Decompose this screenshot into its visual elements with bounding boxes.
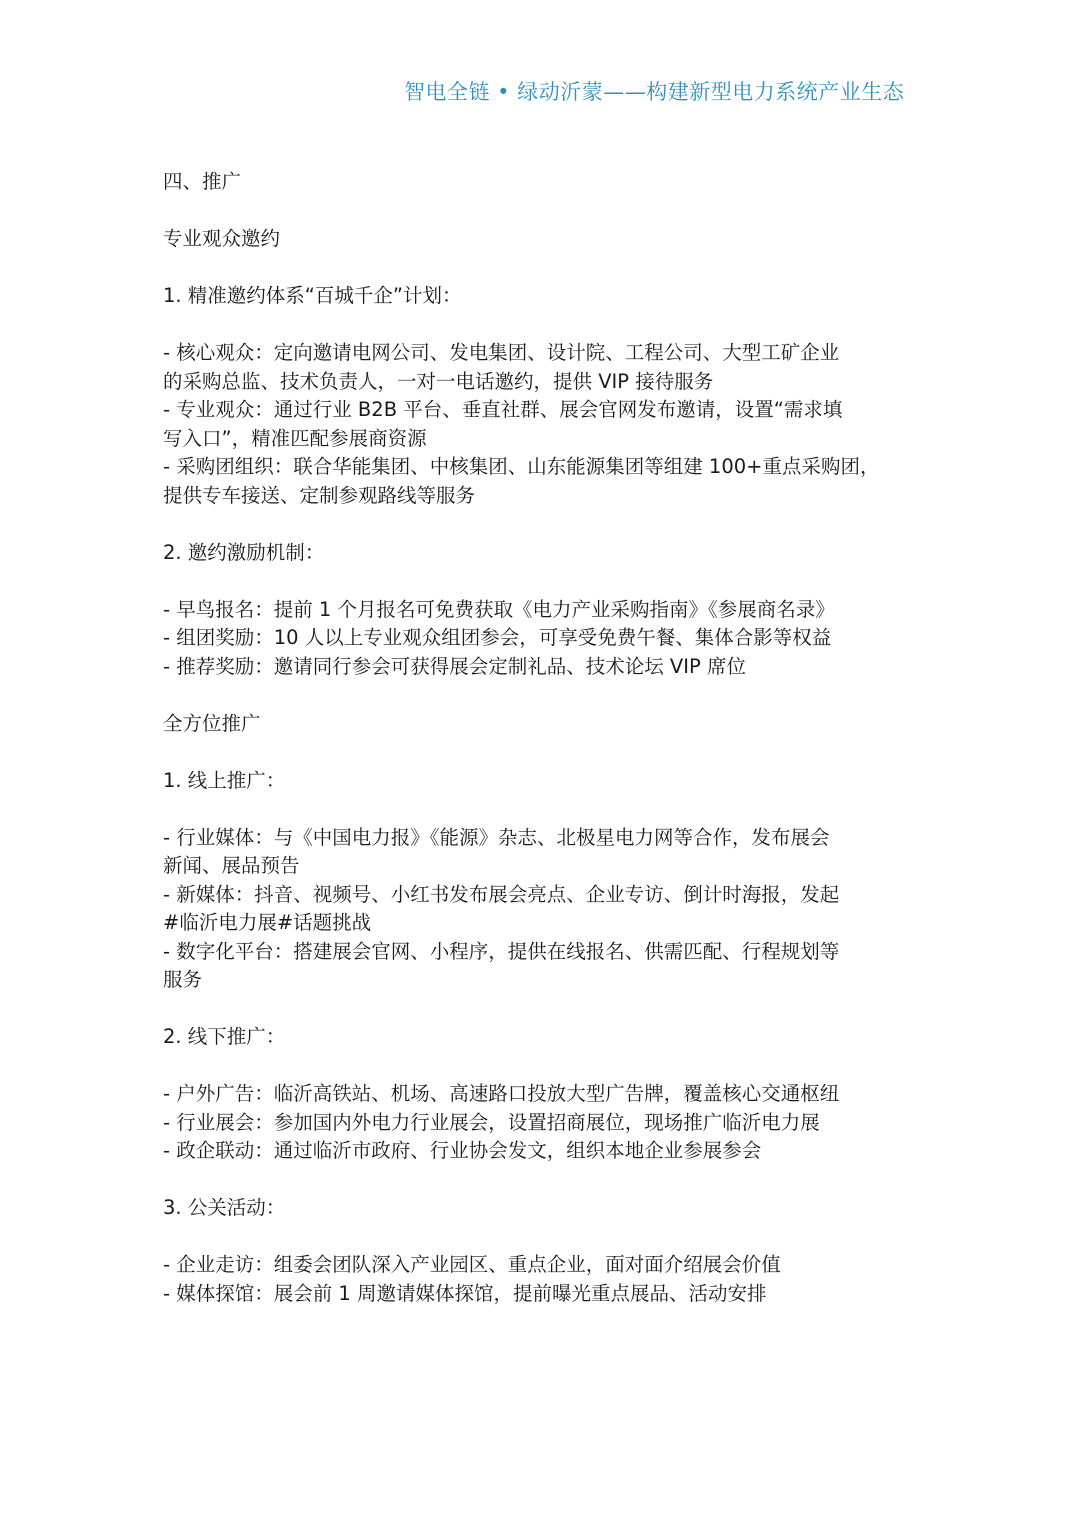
bullet-industry-exhibitions: - 行业展会：参加国内外电力行业展会，设置招商展位，现场推广临沂电力展 [163, 1110, 820, 1134]
bullet-digital-platform-line2: 服务 [163, 968, 203, 991]
subheading-audience: 专业观众邀约 [163, 227, 281, 250]
bullet-core-audience-line1: - 核心观众：定向邀请电网公司、发电集团、设计院、工程公司、大型工矿企业 [163, 341, 840, 364]
bullet-digital-platform-line1: - 数字化平台：搭建展会官网、小程序，提供在线报名、供需匹配、行程规划等 [163, 939, 840, 963]
heading-pr-activities: 3. 公关活动： [163, 1196, 286, 1219]
heading-online-promotion: 1. 线上推广： [163, 768, 286, 792]
bullet-industry-media-line2: 新闻、展品预告 [163, 854, 300, 877]
bullet-industry-media-line1: - 行业媒体：与《中国电力报》《能源》杂志、北极星电力网等合作，发布展会 [163, 825, 830, 849]
bullet-outdoor-ads: - 户外广告：临沂高铁站、机场、高速路口投放大型广告牌，覆盖核心交通枢纽 [163, 1082, 840, 1105]
document-body [163, 168, 923, 1308]
section-title: 四、推广 [163, 170, 242, 193]
bullet-group-reward: - 组团奖励：10 人以上专业观众组团参会，可享受免费午餐、集体合影等权益 [163, 626, 832, 649]
bullet-media-preview: - 媒体探馆：展会前 1 周邀请媒体探馆，提前曝光重点展品、活动安排 [163, 1281, 767, 1305]
bullet-enterprise-visits: - 企业走访：组委会团队深入产业园区、重点企业，面对面介绍展会价值 [163, 1253, 781, 1276]
bullet-buyer-group-line1: - 采购团组织：联合华能集团、中核集团、山东能源集团等组建 100+重点采购团， [163, 455, 880, 478]
bullet-referral-reward: - 推荐奖励：邀请同行参会可获得展会定制礼品、技术论坛 VIP 席位 [163, 654, 746, 678]
bullet-new-media-line1: - 新媒体：抖音、视频号、小红书发布展会亮点、企业专访、倒计时海报，发起 [163, 882, 840, 906]
bullet-core-audience-line2: 的采购总监、技术负责人，一对一电话邀约，提供 VIP 接待服务 [163, 369, 714, 393]
heading-invitation-system: 1. 精准邀约体系“百城千企”计划： [163, 284, 462, 307]
bullet-buyer-group-line2: 提供专车接送、定制参观路线等服务 [163, 483, 476, 507]
document-header-title: 智电全链 • 绿动沂蒙——构建新型电力系统产业生态 [404, 80, 905, 104]
bullet-pro-audience-line1: - 专业观众：通过行业 B2B 平台、垂直社群、展会官网发布邀请，设置“需求填 [163, 398, 843, 421]
bullet-pro-audience-line2: 写入口”，精准匹配参展商资源 [163, 426, 427, 450]
heading-offline-promotion: 2. 线下推广： [163, 1025, 286, 1048]
bullet-new-media-line2: #临沂电力展#话题挑战 [163, 911, 372, 934]
heading-incentive: 2. 邀约激励机制： [163, 540, 325, 564]
bullet-early-bird: - 早鸟报名：提前 1 个月报名可免费获取《电力产业采购指南》《参展商名录》 [163, 597, 835, 621]
subheading-promotion: 全方位推广 [163, 711, 261, 735]
bullet-gov-enterprise: - 政企联动：通过临沂市政府、行业协会发文，组织本地企业参展参会 [163, 1139, 762, 1162]
